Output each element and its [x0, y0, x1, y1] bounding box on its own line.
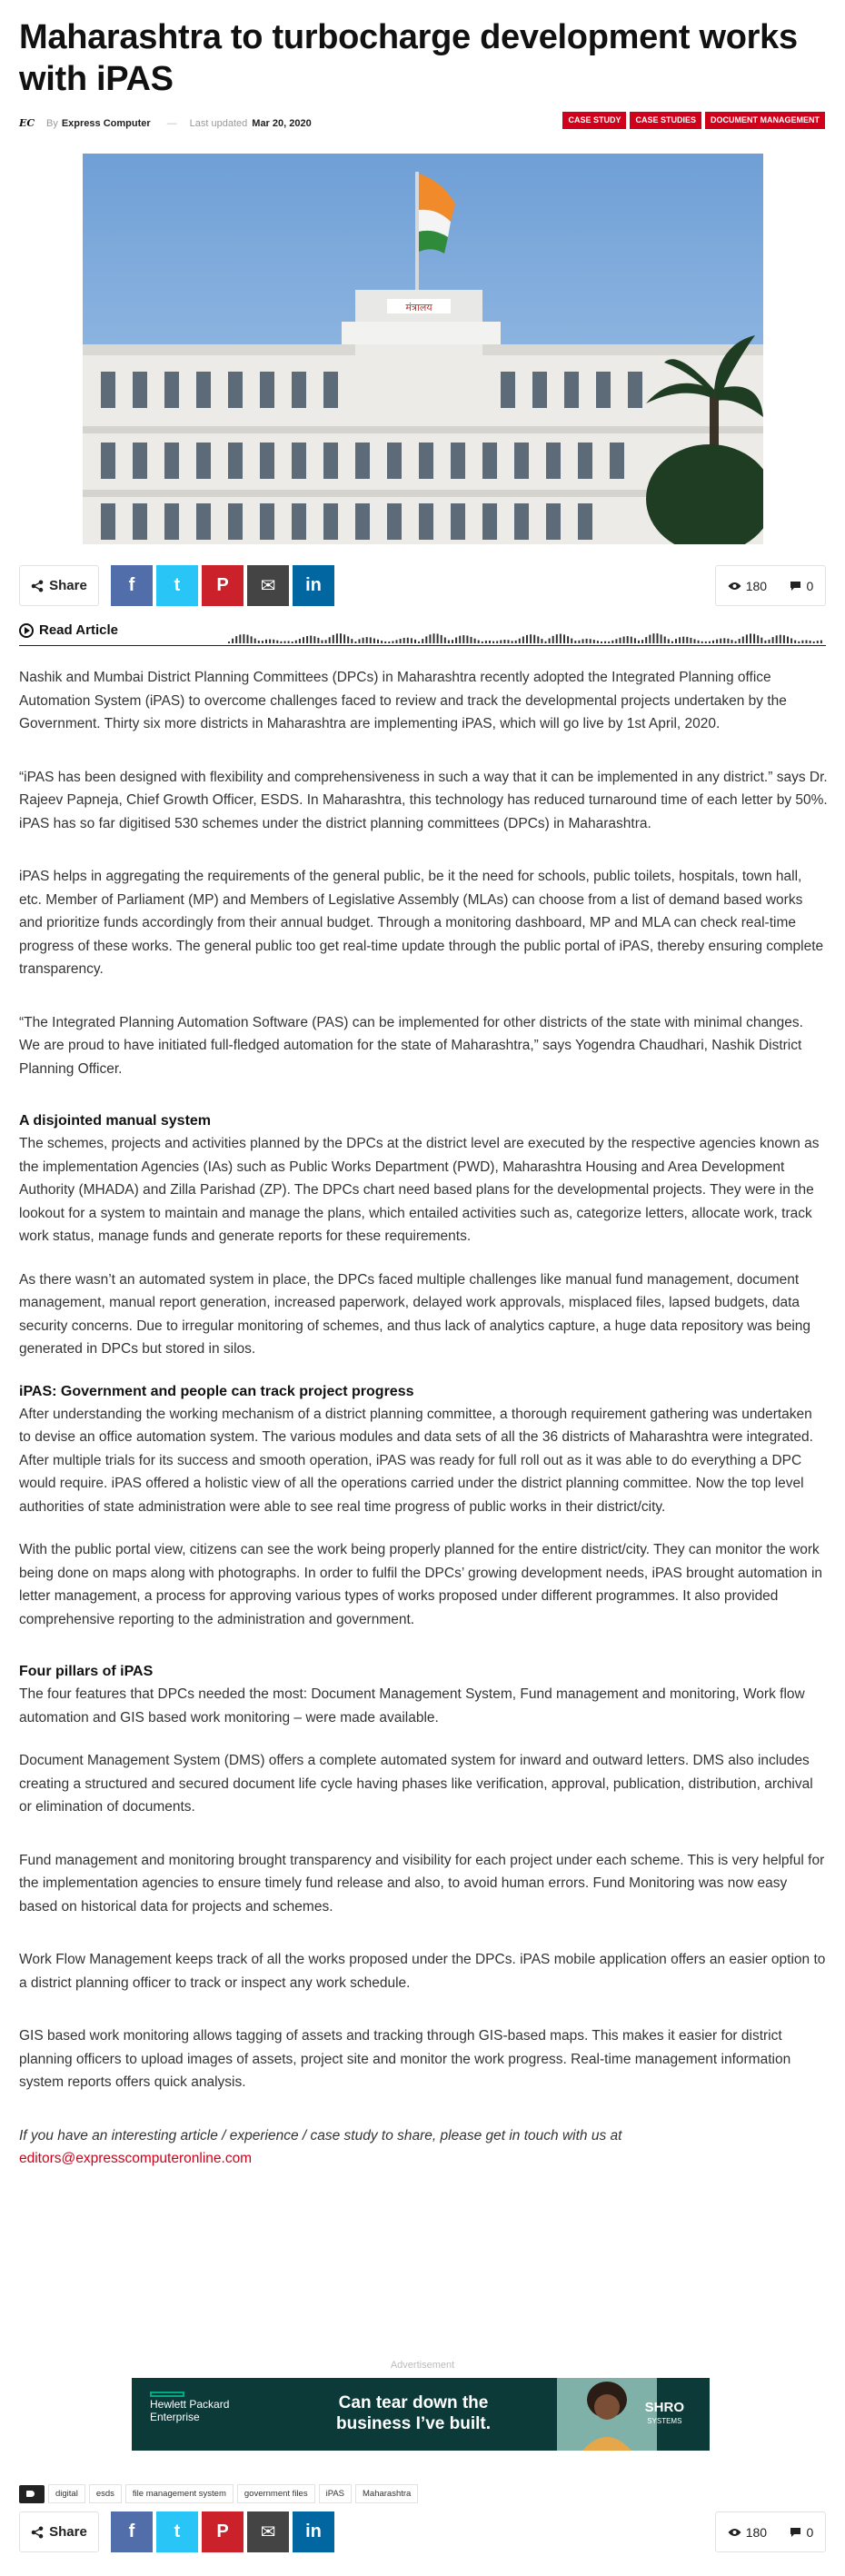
waveform-bar [820, 641, 822, 643]
waveform-bar [801, 641, 803, 643]
audio-waveform[interactable] [228, 631, 826, 643]
waveform-bar [787, 637, 789, 644]
waveform-bar [582, 639, 584, 643]
pinterest-share-button[interactable] [202, 565, 244, 606]
waveform-bar [634, 638, 636, 643]
waveform-bar [641, 640, 643, 643]
waveform-bar [769, 640, 770, 643]
waveform-bar [522, 637, 524, 644]
article-paragraph: As there wasn’t an automated system in place, the DPCs faced multiple challenges like manual fund management, document management, manual report generation, increased paperwork, delayed work approvals, misplaced files, lapsed budgets, data security concerns. Due to irregular monitoring of schemes, and thus lack of analytics capture, a huge data repository was being generated in DPCs but stored in silos. [19, 1271, 811, 1357]
waveform-bar [533, 635, 535, 643]
waveform-bar [806, 641, 808, 644]
waveform-bar [627, 636, 629, 643]
waveform-bar [388, 642, 390, 643]
waveform-bar [545, 642, 547, 643]
waveform-bar [783, 635, 785, 643]
article-paragraph: The schemes, projects and activities planned by the DPCs at the district level are executed by the respective agencies known as the implementation Agencies (IAs) such as Public Works Department (PWD), Maharashtra Housing and Area Development Authority (MHADA) and Zilla Parishad (ZP). The DPCs chart need based plans for the developmental projects. They were in the lookout for a system to maintain and manage the plans, which entailed activities such as, categorize letters, allocate work, track work status, manage funds and generate reports for these requirements. [19, 1136, 820, 1244]
building-sign: मंत्रालय [405, 302, 432, 313]
post-stats [715, 565, 826, 606]
category-badge[interactable]: CASE STUDIES [630, 112, 701, 129]
linkedin-share-button[interactable] [293, 2511, 334, 2552]
meta-separator: — [166, 118, 177, 129]
partner-sub: SYSTEMS [647, 2417, 682, 2425]
waveform-bar [333, 635, 334, 643]
advertisement-banner[interactable] [132, 2378, 710, 2451]
waveform-bar [590, 639, 592, 643]
category-badge[interactable]: DOCUMENT MANAGEMENT [705, 112, 825, 129]
waveform-bar [620, 638, 621, 643]
tag-link[interactable]: file management system [125, 2484, 234, 2503]
waveform-bar [310, 636, 312, 644]
category-badge[interactable]: CASE STUDY [562, 112, 626, 129]
article-paragraph: GIS based work monitoring allows tagging of assets and tracking through GIS-based maps. This makes it easier for district planning officers to upload images of assets, project site and monitor the work progress. Real-time management information system reports offers quick analysis. [19, 2028, 791, 2090]
waveform-bar [705, 642, 707, 643]
waveform-bar [652, 633, 654, 643]
waveform-bar [317, 638, 319, 643]
waveform-bar [284, 642, 286, 644]
share-icon [31, 2526, 44, 2539]
waveform-bar [817, 641, 819, 643]
waveform-bar [679, 637, 681, 643]
article-paragraph: After understanding the working mechanism of a district planning committee, a thorough requirement gathering was undertaken to devise an office automation system. The various modules and data sets of all the 36 districts of Maharashtra were integrated. After multiple trials for its success and smooth operation, iPAS was ready for full roll out as it was able to do everything a DPC would require. iPAS offered a holistic view of all the operations carried under the district planning committee. Now the top level authorities of state administration were able to see real time progress of public works in their district/city. [19, 1406, 813, 1515]
waveform-bar [482, 642, 483, 643]
waveform-bar [288, 641, 290, 643]
waveform-bar [608, 642, 610, 643]
email-icon: ✉ [260, 576, 276, 596]
waveform-bar [448, 641, 450, 643]
waveform-bar [329, 637, 331, 643]
twitter-icon: t [174, 2521, 181, 2541]
post-stats [715, 2511, 826, 2552]
waveform-bar [373, 639, 375, 644]
article-paragraph: Work Flow Management keeps track of all the works proposed under the DPCs. iPAS mobile application offers an easier option to a district planning officer to track or inspect any work schedule. [19, 1952, 826, 1991]
waveform-bar [537, 636, 539, 643]
waveform-bar [292, 642, 293, 643]
waveform-bar [425, 636, 427, 643]
category-badges [562, 112, 825, 129]
facebook-icon: f [128, 575, 135, 595]
hero-image [83, 154, 763, 544]
waveform-bar [776, 635, 778, 643]
updated-label: Last updated [189, 118, 248, 129]
article-meta [19, 114, 312, 134]
tag-link[interactable]: digital [48, 2484, 85, 2503]
waveform-bar [798, 642, 800, 643]
waveform-bar [731, 640, 733, 643]
waveform-bar [403, 638, 405, 643]
updated-date: Mar 20, 2020 [252, 118, 312, 129]
waveform-bar [556, 634, 558, 643]
share-label: Share [49, 2524, 87, 2540]
site-logo[interactable]: EC [19, 117, 35, 129]
cta-text: If you have an interesting article / experience / case study to share, please get in touch with us at [19, 2127, 622, 2143]
waveform-bar [396, 640, 398, 643]
waveform-bar [746, 634, 748, 643]
waveform-bar [392, 641, 393, 643]
hpe-logo-icon [150, 2392, 184, 2397]
waveform-bar [303, 637, 304, 643]
waveform-bar [716, 640, 718, 643]
waveform-bar [694, 639, 696, 643]
waveform-bar [526, 635, 528, 643]
pinterest-share-button[interactable] [202, 2511, 244, 2552]
waveform-bar [228, 642, 230, 643]
ad-partner-logo [645, 2401, 684, 2428]
waveform-bar [462, 635, 464, 643]
waveform-bar [459, 636, 461, 643]
facebook-share-button[interactable] [111, 2511, 153, 2552]
waveform-bar [698, 641, 700, 643]
by-label: By [46, 118, 58, 129]
waveform-bar [503, 640, 505, 643]
ad-brand: Hewlett Packard Enterprise [150, 2398, 230, 2423]
waveform-bar [638, 641, 640, 643]
comment-icon [790, 581, 801, 592]
tag-icon [19, 2485, 45, 2503]
waveform-bar [668, 639, 670, 643]
waveform-bar [757, 635, 759, 643]
article-paragraph: iPAS helps in aggregating the requirements of the general public, be it the need for schools, public toilets, hospitals, town hall, etc. Member of Parliament (MP) and Members of Legislative Assembly (MLAs) can choose from a list of demand based works and prioritize funds accordingly from their annual budget. Through a monitoring dashboard, MP and MLA can check real-time progress of these works. The general public too get real-time update through the public portal of iPAS, thereby ensuring complete transparency. [19, 869, 824, 977]
waveform-bar [735, 642, 737, 643]
ad-tagline: Can tear down the business I’ve built. [336, 2393, 491, 2433]
waveform-bar [407, 638, 409, 643]
waveform-bar [299, 639, 301, 643]
section-heading: Four pillars of iPAS [19, 1664, 154, 1679]
waveform-bar [235, 636, 237, 643]
waveform-bar [280, 642, 282, 643]
waveform-bar [686, 637, 688, 643]
waveform-bar [478, 641, 480, 643]
waveform-bar [232, 639, 234, 643]
waveform-bar [418, 642, 420, 643]
waveform-bar [351, 639, 353, 643]
views-count [728, 579, 767, 593]
section-heading: iPAS: Government and people can track project progress [19, 1383, 414, 1399]
eye-icon [728, 2528, 741, 2537]
article-paragraph: “The Integrated Planning Automation Software (PAS) can be implemented for other districts of the state with minimal changes. We are proud to have initiated full-fledged automation for the state of Maharashtra,” says Yogendra Chaudhari, Nashik District Planning Officer. [19, 1014, 803, 1077]
waveform-bar [474, 639, 476, 643]
advertisement-label: Advertisement [390, 2360, 455, 2371]
tag-link[interactable]: government files [237, 2484, 315, 2503]
tag-link[interactable]: iPAS [319, 2484, 352, 2503]
waveform-bar [508, 640, 510, 643]
facebook-icon: f [128, 2521, 135, 2541]
share-bar-top [19, 565, 826, 606]
twitter-share-button[interactable] [156, 2511, 198, 2552]
waveform-bar [414, 640, 416, 643]
tag-link[interactable]: Maharashtra [355, 2484, 418, 2503]
waveform-bar [429, 634, 431, 643]
article-paragraph: Document Management System (DMS) offers a complete automated system for inward and outward letters. DMS also includes creating a structured and secured document life cycle having phases like verification, approval, publication, distribution, archival or elimination of documents. [19, 1753, 813, 1815]
article-paragraph: With the public portal view, citizens can see the work being properly planned for the entire district/city. They can monitor the work being done on maps along with photographs. In order to fulfil the DPCs’ growing development needs, iPAS brought automation in letter management, a process for approving various types of works proposed under different programmes. It also provided comprehensive reporting to the administration and government. [19, 1542, 823, 1627]
waveform-bar [675, 639, 677, 643]
editor-email-link[interactable]: editors@expresscomputeronline.com [19, 2151, 253, 2166]
waveform-bar [530, 634, 532, 643]
waveform-bar [492, 642, 494, 643]
waveform-bar [471, 637, 472, 643]
waveform-bar [790, 639, 792, 644]
waveform-bar [682, 637, 684, 643]
waveform-bar [519, 639, 521, 643]
waveform-bar [750, 633, 751, 643]
waveform-bar [452, 640, 453, 643]
waveform-bar [343, 634, 345, 643]
email-icon: ✉ [260, 2522, 276, 2542]
waveform-bar [433, 633, 435, 643]
ad-person-image [557, 2378, 657, 2451]
waveform-bar [347, 636, 349, 643]
waveform-bar [496, 641, 498, 643]
pinterest-icon: P [216, 2521, 229, 2541]
linkedin-icon: in [305, 575, 322, 595]
waveform-bar [411, 638, 413, 643]
waveform-bar [760, 638, 762, 643]
waveform-bar [549, 639, 551, 644]
waveform-bar [649, 635, 651, 643]
contribute-cta [19, 2124, 828, 2171]
waveform-bar [723, 638, 725, 643]
waveform-bar [251, 636, 253, 643]
waveform-bar [657, 633, 659, 643]
waveform-bar [422, 639, 423, 643]
share-bar-bottom [19, 2511, 826, 2552]
views-value: 180 [745, 2524, 768, 2540]
waveform-bar [444, 638, 446, 644]
section-heading: A disjointed manual system [19, 1113, 212, 1129]
waveform-bar [772, 637, 774, 643]
linkedin-icon: in [305, 2521, 322, 2541]
email-share-button[interactable] [247, 2511, 289, 2552]
linkedin-share-button[interactable] [293, 565, 334, 606]
share-button[interactable] [19, 2511, 99, 2552]
waveform-bar [455, 638, 457, 644]
waveform-bar [712, 641, 714, 643]
waveform-bar [247, 635, 249, 643]
waveform-bar [485, 641, 487, 643]
waveform-bar [262, 641, 263, 643]
waveform-bar [709, 642, 711, 643]
read-article-player [19, 619, 826, 646]
waveform-bar [720, 639, 721, 643]
email-share-button[interactable] [247, 565, 289, 606]
waveform-bar [541, 639, 542, 643]
waveform-bar [701, 642, 703, 643]
article-paragraph: Fund management and monitoring brought transparency and visibility for each project under each scheme. This is very helpful for the implementation agencies to ensure timely fund release and also, to avoid human errors. Fund Monitoring was now easy based on historical data for projects and schemes. [19, 1852, 825, 1915]
waveform-bar [276, 641, 278, 643]
partner-name: SHRO [644, 2400, 684, 2415]
waveform-bar [377, 640, 379, 643]
waveform-bar [571, 639, 572, 643]
waveform-bar [500, 641, 502, 644]
comment-icon [790, 2527, 801, 2538]
waveform-bar [340, 633, 342, 643]
waveform-bar [489, 641, 491, 643]
waveform-bar [512, 641, 513, 643]
facebook-share-button[interactable] [111, 565, 153, 606]
waveform-bar [615, 639, 617, 643]
author-link[interactable]: Express Computer [61, 118, 151, 129]
comments-value: 0 [806, 578, 814, 593]
tag-link[interactable]: esds [89, 2484, 122, 2503]
waveform-bar [359, 639, 361, 643]
waveform-bar [400, 639, 402, 643]
waveform-bar [586, 639, 588, 643]
play-icon [19, 623, 34, 638]
tag-list [19, 2484, 418, 2503]
comments-count[interactable] [790, 2525, 813, 2540]
waveform-bar [306, 636, 308, 643]
waveform-bar [601, 642, 602, 643]
twitter-share-button[interactable] [156, 565, 198, 606]
waveform-bar [578, 641, 580, 643]
waveform-bar [273, 640, 274, 643]
person-illustration [557, 2378, 657, 2451]
waveform-bar [563, 634, 565, 643]
article-title: Maharashtra to turbocharge development works with iPAS [19, 18, 798, 98]
comments-count[interactable] [790, 579, 813, 593]
views-value: 180 [745, 578, 768, 593]
waveform-bar [437, 634, 439, 644]
read-article-label: Read Article [39, 622, 118, 638]
waveform-bar [466, 636, 468, 644]
waveform-bar [597, 641, 599, 643]
waveform-bar [604, 642, 606, 643]
waveform-bar [690, 638, 691, 643]
waveform-bar [295, 641, 297, 643]
mantralaya-building-illustration [83, 154, 763, 544]
waveform-bar [739, 639, 741, 643]
waveform-bar [574, 641, 576, 643]
article-paragraph: The four features that DPCs needed the most: Document Management System, Fund management and monitoring, Work flow automation and GIS based work monitoring – were made available. [19, 1686, 805, 1726]
waveform-bar [336, 633, 338, 643]
share-label: Share [49, 578, 87, 593]
waveform-bar [794, 641, 796, 643]
share-icon [31, 580, 44, 592]
waveform-bar [813, 642, 815, 643]
waveform-bar [243, 634, 244, 643]
waveform-bar [381, 641, 383, 643]
waveform-bar [366, 637, 368, 643]
waveform-bar [384, 642, 386, 643]
eye-icon [728, 582, 741, 591]
waveform-bar [727, 639, 729, 643]
waveform-bar [611, 641, 613, 643]
waveform-bar [363, 638, 364, 643]
waveform-bar [370, 637, 372, 643]
waveform-bar [623, 637, 625, 644]
read-article-button[interactable] [19, 622, 118, 638]
waveform-bar [661, 634, 662, 643]
views-count [728, 2525, 767, 2540]
waveform-bar [567, 636, 569, 643]
article-paragraph: Nashik and Mumbai District Planning Committees (DPCs) in Maharashtra recently adopted the Integrated Planning office Automation System (iPAS) to overcome challenges faced to review and track the developmental projects undertaken by the Government. Thirty six more districts in Maharashtra are implementing iPAS, which will go live by 1st April, 2020. [19, 670, 787, 731]
share-button[interactable] [19, 565, 99, 606]
waveform-bar [325, 640, 327, 643]
waveform-bar [753, 634, 755, 643]
waveform-bar [254, 639, 256, 643]
waveform-bar [631, 637, 632, 643]
waveform-bar [313, 636, 315, 643]
waveform-bar [552, 636, 554, 643]
article-paragraph: “iPAS has been designed with flexibility and comprehensiveness in such a way that it can be implemented in any district.” says Dr. Rajeev Papneja, Chief Growth Officer, ESDS. In Maharashtra, this technology has reduced turnaround time of each letter by 50%. iPAS has so far digitised 530 schemes under the district planning committees (DPCs) in Maharashtra. [19, 769, 828, 831]
comments-value: 0 [806, 2524, 814, 2540]
waveform-bar [810, 641, 811, 643]
waveform-bar [322, 641, 323, 643]
waveform-bar [645, 637, 647, 643]
waveform-bar [671, 642, 673, 643]
twitter-icon: t [174, 575, 181, 595]
waveform-bar [764, 641, 766, 643]
waveform-bar [780, 635, 781, 643]
waveform-bar [515, 641, 517, 643]
pinterest-icon: P [216, 575, 229, 595]
waveform-bar [258, 641, 260, 643]
waveform-bar [593, 640, 595, 643]
waveform-bar [664, 637, 666, 644]
waveform-bar [441, 635, 442, 643]
waveform-bar [265, 640, 267, 643]
waveform-bar [269, 640, 271, 644]
article-body [19, 666, 828, 2191]
waveform-bar [742, 637, 744, 644]
waveform-bar [239, 634, 241, 643]
waveform-bar [354, 642, 356, 643]
waveform-bar [560, 634, 562, 643]
